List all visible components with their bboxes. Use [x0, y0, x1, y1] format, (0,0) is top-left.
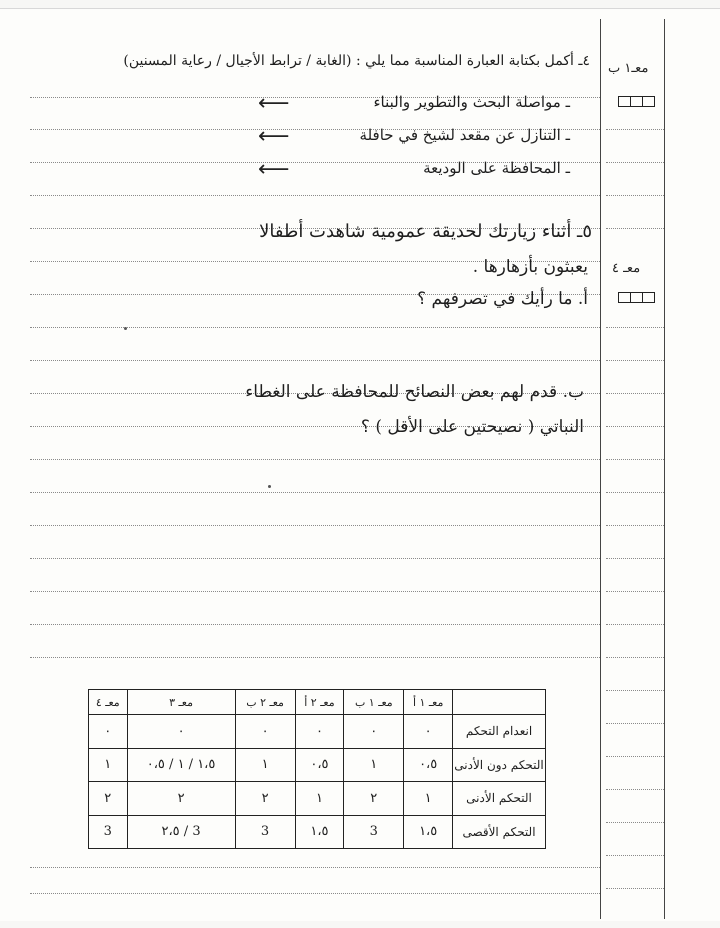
margin-ruled-line	[606, 855, 664, 856]
ruled-line	[30, 525, 600, 526]
grading-table	[88, 689, 546, 849]
table-header-cell: معـ ١ أ	[404, 690, 453, 715]
table-header-cell: معـ ٢ ب	[235, 690, 295, 715]
table-cell: 3 / ٢،٥	[127, 815, 235, 849]
table-header-cell	[453, 690, 546, 715]
table-cell: ٠	[235, 715, 295, 749]
table-cell: ١،٥	[404, 815, 453, 849]
ruled-line	[30, 867, 600, 868]
ruled-line	[30, 195, 600, 196]
table-row-label: انعدام التحكم	[453, 715, 546, 749]
margin-ruled-line	[606, 888, 664, 889]
margin-ruled-line	[606, 756, 664, 757]
table-cell: ١	[344, 748, 404, 782]
ruled-line	[30, 893, 600, 894]
table-cell: ٠	[404, 715, 453, 749]
pen-mark	[268, 485, 271, 488]
table-cell: ٠	[344, 715, 404, 749]
table-cell: ٢	[89, 782, 128, 816]
question5-part-b-line1: ب. قدم لهم بعض النصائح للمحافظة على الغطاء	[245, 382, 584, 402]
margin-ruled-line	[606, 492, 664, 493]
question5-intro-line2: يعبثون بأزهارها .	[472, 257, 588, 277]
table-cell: ١	[235, 748, 295, 782]
ruled-line	[30, 591, 600, 592]
table-cell: ٢	[127, 782, 235, 816]
margin-ruled-line	[606, 228, 664, 229]
ruled-line	[30, 360, 600, 361]
table-cell: ١	[295, 782, 344, 816]
table-cell: ٠	[89, 715, 128, 749]
ruled-line	[30, 327, 600, 328]
table-cell: 3	[89, 815, 128, 849]
left-arrow-icon: ⟵	[258, 124, 290, 149]
table-cell: 3	[344, 815, 404, 849]
margin-ruled-line	[606, 129, 664, 130]
ruled-line	[30, 459, 600, 460]
question5-part-a: أ. ما رأيك في تصرفهم ؟	[417, 289, 588, 309]
criterion-code-q5: معـ ٤	[612, 261, 641, 276]
margin-ruled-line	[606, 459, 664, 460]
table-row	[89, 715, 546, 749]
margin-ruled-line	[606, 360, 664, 361]
table-header-cell: معـ ٤	[89, 690, 128, 715]
margin-ruled-line	[606, 690, 664, 691]
question4-item: ـ مواصلة البحث والتطوير والبناء	[373, 93, 570, 111]
margin-ruled-line	[606, 591, 664, 592]
question5-part-b-line2: النباتي ( نصيحتين على الأقل ) ؟	[360, 417, 584, 437]
margin-divider-line	[664, 19, 665, 919]
ruled-line	[30, 558, 600, 559]
margin-ruled-line	[606, 624, 664, 625]
table-cell: ١	[89, 748, 128, 782]
table-row-label: التحكم دون الأدنى	[453, 748, 546, 782]
table-cell: ٢	[344, 782, 404, 816]
table-cell: ١	[404, 782, 453, 816]
margin-ruled-line	[606, 393, 664, 394]
table-header-cell: معـ ٣	[127, 690, 235, 715]
table-header-row	[89, 690, 546, 715]
table-cell: ١،٥	[295, 815, 344, 849]
left-arrow-icon: ⟵	[258, 157, 290, 182]
margin-ruled-line	[606, 426, 664, 427]
question4-item: ـ المحافظة على الوديعة	[423, 159, 570, 177]
table-row	[89, 748, 546, 782]
ruled-line	[30, 624, 600, 625]
table-cell: ٠	[127, 715, 235, 749]
table-row	[89, 782, 546, 816]
question5-intro-line1: ٥ـ أثناء زيارتك لحديقة عمومية شاهدت أطفالا	[259, 221, 592, 242]
margin-ruled-line	[606, 723, 664, 724]
question4-prompt: ٤ـ أكمل بكتابة العبارة المناسبة مما يلي : (الغابة / ترابط الأجيال / رعاية المسنين)	[123, 53, 590, 69]
table-cell: ٢	[235, 782, 295, 816]
margin-ruled-line	[606, 162, 664, 163]
score-boxes-q4	[618, 96, 655, 107]
table-cell: 3	[235, 815, 295, 849]
margin-ruled-line	[606, 327, 664, 328]
table-cell: ٠	[295, 715, 344, 749]
margin-ruled-line	[606, 195, 664, 196]
table-row-label: التحكم الأقصى	[453, 815, 546, 849]
table-cell: ٠،٥	[295, 748, 344, 782]
margin-divider-line	[600, 19, 601, 919]
worksheet-page	[0, 8, 720, 921]
table-cell: ٠،٥	[404, 748, 453, 782]
margin-ruled-line	[606, 525, 664, 526]
criterion-code-q4: معـ١ ب	[608, 61, 649, 76]
table-header-cell: معـ ٢ أ	[295, 690, 344, 715]
margin-ruled-line	[606, 822, 664, 823]
ruled-line	[30, 492, 600, 493]
question4-item: ـ التنازل عن مقعد لشيخ في حافلة	[359, 126, 570, 144]
pen-mark	[124, 327, 127, 330]
score-boxes-q5	[618, 292, 655, 303]
margin-ruled-line	[606, 789, 664, 790]
table-cell: ١،٥ / ١ / ٠،٥	[127, 748, 235, 782]
table-row	[89, 815, 546, 849]
margin-ruled-line	[606, 657, 664, 658]
left-arrow-icon: ⟵	[258, 91, 290, 116]
table-row-label: التحكم الأدنى	[453, 782, 546, 816]
ruled-line	[30, 657, 600, 658]
table-header-cell: معـ ١ ب	[344, 690, 404, 715]
margin-ruled-line	[606, 558, 664, 559]
